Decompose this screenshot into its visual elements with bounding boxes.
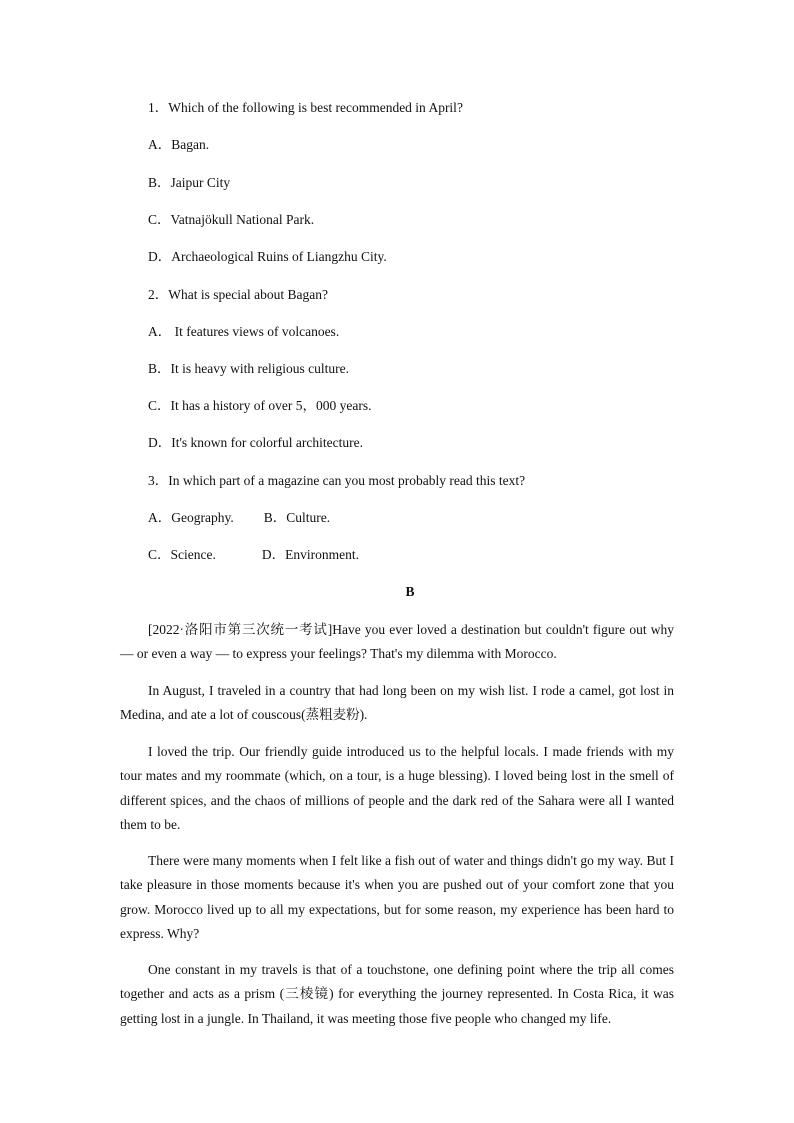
question-1-option-c: C．Vatnajökull National Park. <box>148 212 315 227</box>
question-3-option-a: A．Geography. <box>148 510 234 525</box>
question-3-option-c: C．Science. <box>148 547 216 562</box>
question-1-option-b: B．Jaipur City <box>148 175 231 190</box>
passage-paragraph-1: [2022·洛阳市第三次统一考试]Have you ever loved a destination but couldn't figure out why — or even a way — to express your feelings? That's my dilemma with Morocco. <box>120 622 674 662</box>
question-3-options-row-1 <box>148 509 330 527</box>
question-2-option-b: B．It is heavy with religious culture. <box>148 361 349 376</box>
question-3-options-row-2 <box>148 546 359 564</box>
question-2-option-d: D．It's known for colorful architecture. <box>148 435 363 450</box>
question-1-stem: 1．Which of the following is best recommended in April? <box>148 100 463 115</box>
question-2-option-a: A． It features views of volcanoes. <box>148 324 340 339</box>
section-title: B <box>405 584 415 599</box>
question-3-stem: 3．In which part of a magazine can you most probably read this text? <box>148 473 526 488</box>
passage-paragraph-2: In August, I traveled in a country that had long been on my wish list. I rode a camel, got lost in Medina, and ate a lot of couscous(蒸粗麦粉). <box>120 683 674 723</box>
question-2-stem: 2．What is special about Bagan? <box>148 287 328 302</box>
question-1-option-a: A．Bagan. <box>148 137 210 152</box>
passage-paragraph-4: There were many moments when I felt like a fish out of water and things didn't go my way. But I take pleasure in those moments because it's when you are pushed out of your comfort zone that you grow. Morocco lived up to all my expectations, but for some reason, my experience has been hard to express. Why? <box>120 853 674 941</box>
question-2-option-c: C．It has a history of over 5，000 years. <box>148 398 372 413</box>
passage-paragraph-5: One constant in my travels is that of a touchstone, one defining point where the trip all comes together and acts as a prism (三棱镜) for everything the journey represented. In Costa Rica, it was getting lost in a jungle. In Thailand, it was meeting those five people who changed my life. <box>120 962 674 1026</box>
question-3-option-b: B．Culture. <box>263 510 331 525</box>
question-3-option-d: D．Environment. <box>261 547 359 562</box>
passage-paragraph-3: I loved the trip. Our friendly guide introduced us to the helpful locals. I made friends with my tour mates and my roommate (which, on a tour, is a huge blessing). I loved being lost in the smell of different spices, and the chaos of millions of people and the dark red of the Sahara were all I wanted them to be. <box>120 744 674 832</box>
question-1-option-d: D．Archaeological Ruins of Liangzhu City. <box>148 249 387 264</box>
